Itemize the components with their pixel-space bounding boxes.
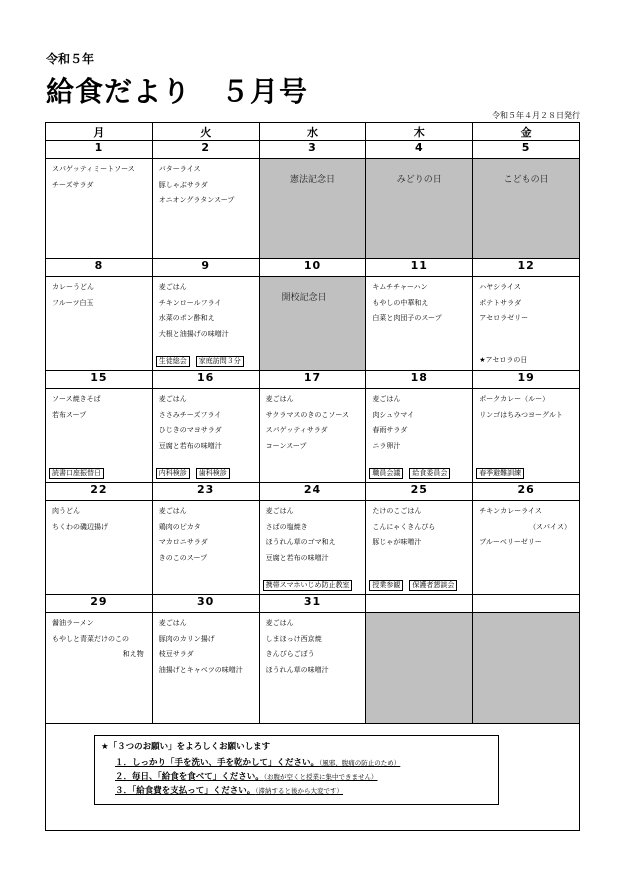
day-number: 29: [46, 595, 153, 613]
holiday-label: こどもの日: [503, 175, 549, 185]
menu-item: 麦ごはん: [372, 395, 401, 403]
menu-item: アセロラゼリー: [479, 314, 529, 322]
menu-row: [46, 501, 580, 595]
day-cell: [259, 159, 366, 259]
menu-item: 醤油ラーメン: [52, 619, 94, 627]
menu-list: [366, 501, 472, 551]
menu-item: コーンスープ: [265, 441, 307, 450]
menu-list: [46, 501, 152, 535]
day-cell: [46, 613, 153, 724]
menu-list: [153, 389, 259, 454]
menu-item: 豆腐と若布の味噌汁: [158, 441, 222, 450]
menu-item: ハヤシライス: [479, 283, 521, 291]
day-cell: [46, 501, 153, 595]
menu-item: ニラ卵汁: [372, 441, 401, 450]
menu-row: [46, 389, 580, 483]
menu-item: サクラマスのきのこソース: [265, 410, 349, 419]
menu-item: ほうれん草のゴマ和え: [265, 538, 336, 546]
date-row: [46, 483, 580, 501]
day-cell: [46, 389, 153, 483]
day-number: 24: [259, 483, 366, 501]
menu-item: 麦ごはん: [265, 619, 294, 627]
three-requests-box: [94, 735, 499, 805]
menu-item: しまほっけ西京焼: [265, 634, 322, 643]
request-text: しっかり「手を洗い、手を乾かして」ください。: [132, 758, 320, 768]
event-list: [156, 356, 250, 367]
menu-item: 豚しゃぶサラダ: [158, 180, 208, 189]
menu-item: オニオングラタンスープ: [158, 196, 235, 204]
day-cell: [366, 501, 473, 595]
day-cell: [473, 501, 580, 595]
day-cell: [152, 613, 259, 724]
event-badge: 歯科検診: [196, 468, 230, 479]
menu-item: 豚じゃが味噌汁: [372, 538, 422, 546]
weekday-tue: 火: [152, 123, 259, 141]
menu-item: 麦ごはん: [158, 395, 187, 403]
day-number: 9: [152, 259, 259, 277]
event-badge: 読書口座振替日: [49, 468, 104, 479]
day-number: 11: [366, 259, 473, 277]
menu-list: [46, 159, 152, 193]
menu-item: もやしの中華和え: [372, 298, 429, 307]
menu-item: ブルーベリーゼリー: [479, 538, 542, 546]
menu-row: [46, 613, 580, 724]
day-cell: [473, 389, 580, 483]
menu-row: [46, 277, 580, 371]
event-badge: 授業参観: [369, 580, 403, 591]
day-number: 4: [366, 141, 473, 159]
menu-item: 麦ごはん: [158, 283, 187, 291]
day-cell: [366, 277, 473, 371]
menu-list: [366, 389, 472, 454]
menu-list: [473, 389, 579, 423]
weekday-wed: 水: [259, 123, 366, 141]
menu-list: [153, 159, 259, 209]
menu-item: 枝豆サラダ: [158, 650, 194, 658]
day-cell: [473, 613, 580, 724]
event-badge: 携帯スマホいじめ防止教室: [263, 580, 353, 591]
weekday-mon: 月: [46, 123, 153, 141]
day-number: 31: [259, 595, 366, 613]
menu-item: バターライス: [158, 165, 201, 173]
lunch-calendar: [45, 122, 580, 724]
request-number: ２．: [115, 772, 133, 782]
menu-item: 麦ごはん: [158, 507, 187, 515]
date-row: [46, 141, 580, 159]
menu-item: たけのこごはん: [372, 507, 422, 515]
menu-list: [153, 277, 259, 342]
request-text: 「給食費を支払って」ください。: [132, 786, 256, 796]
menu-item: 油揚げとキャベツの味噌汁: [158, 665, 243, 674]
request-note: （滞納すると後から大変です）: [255, 787, 344, 795]
holiday-label: みどりの日: [396, 175, 442, 185]
menu-item: スパゲッティミートソース: [52, 165, 135, 173]
menu-item: 肉うどん: [52, 507, 80, 515]
requests-heading: ★「３つのお願い」をよろしくお願いします: [101, 742, 271, 752]
event-badge: 給食委員会: [409, 468, 450, 479]
menu-item: 肉シュウマイ: [372, 410, 415, 419]
menu-item: ほうれん草の味噌汁: [265, 665, 329, 674]
menu-item: ポークカレー（ルー）: [479, 395, 550, 403]
day-cell: [152, 159, 259, 259]
menu-item: こんにゃくきんぴら: [372, 522, 436, 531]
menu-list: [46, 613, 152, 663]
event-list: [156, 468, 236, 479]
menu-item: さばの塩焼き: [265, 522, 308, 531]
menu-list: [46, 389, 152, 423]
menu-item: 大根と油揚げの味噌汁: [158, 329, 229, 338]
menu-item: ポテトサラダ: [479, 298, 522, 307]
day-number: 2: [152, 141, 259, 159]
weekday-fri: 金: [473, 123, 580, 141]
menu-item: カレーうどん: [52, 283, 94, 291]
day-cell: [46, 277, 153, 371]
menu-item: 鶏肉のピカタ: [158, 522, 201, 531]
day-number: 15: [46, 371, 153, 389]
menu-item: マカロニサラダ: [158, 538, 208, 546]
day-cell: [259, 389, 366, 483]
request-text: 毎日、「給食を食べて」ください。: [132, 772, 264, 782]
menu-item: 春雨サラダ: [372, 426, 408, 434]
menu-item: ささみチーズフライ: [158, 410, 222, 419]
menu-item: 麦ごはん: [158, 619, 187, 627]
event-list: [263, 580, 359, 591]
menu-item: ソース焼きそば: [52, 395, 101, 403]
menu-list: [260, 613, 366, 678]
menu-row: [46, 159, 580, 259]
menu-item: 白菜と肉団子のスープ: [372, 314, 442, 322]
menu-item: スパゲッティサラダ: [265, 426, 328, 434]
menu-item: 水菜のポン酢和え: [158, 314, 215, 322]
request-item: [115, 784, 492, 798]
menu-list: [366, 277, 472, 327]
request-number: １．: [115, 758, 133, 768]
request-item: [115, 770, 492, 784]
menu-list: [260, 389, 366, 454]
menu-list: [153, 613, 259, 678]
day-cell: [152, 277, 259, 371]
day-cell: [152, 389, 259, 483]
day-note: ★アセロラの日: [479, 356, 528, 364]
menu-item: きのこのスープ: [158, 553, 208, 562]
request-number: ３．: [115, 786, 133, 796]
holiday-label: 憲法記念日: [289, 175, 335, 185]
day-number: 25: [366, 483, 473, 501]
event-list: [49, 468, 110, 479]
title-text: 給食だより: [46, 75, 192, 108]
day-cell: [46, 159, 153, 259]
event-badge: 職員会議: [369, 468, 403, 479]
day-number: 10: [259, 259, 366, 277]
day-number: 16: [152, 371, 259, 389]
menu-item-continued: 和え物: [122, 650, 144, 658]
menu-item: きんぴらごぼう: [265, 650, 315, 658]
menu-item: ひじきのマヨサラダ: [158, 426, 222, 434]
day-number: 12: [473, 259, 580, 277]
menu-item: ちくわの磯辺揚げ: [52, 522, 108, 531]
menu-item: 麦ごはん: [265, 507, 294, 515]
menu-item: リンゴはちみつヨーグルト: [479, 410, 563, 419]
event-list: [476, 468, 530, 479]
day-cell: [259, 613, 366, 724]
day-number: 18: [366, 371, 473, 389]
request-note: （風邪、腹痛の防止のため）: [319, 759, 401, 767]
event-badge: 内科検診: [156, 468, 190, 479]
event-list: [369, 580, 463, 591]
menu-item: 豆腐と若布の味噌汁: [265, 553, 329, 562]
page-title: [46, 70, 308, 110]
issue-number: ５月号: [221, 75, 309, 108]
request-note: （お腹が空くと授業に集中できません）: [263, 773, 378, 781]
day-number: 26: [473, 483, 580, 501]
holiday-label: 開校記念日: [281, 293, 327, 303]
day-number: 8: [46, 259, 153, 277]
day-number: 5: [473, 141, 580, 159]
issue-date: 令和５年４月２８日発行: [492, 111, 580, 120]
day-cell: [259, 501, 366, 595]
day-number: 23: [152, 483, 259, 501]
weekday-thu: 木: [366, 123, 473, 141]
menu-item: チキンカレーライス: [479, 507, 542, 515]
day-number: [366, 595, 473, 613]
weekday-header-row: [46, 123, 580, 141]
day-number: 3: [259, 141, 366, 159]
day-number: 17: [259, 371, 366, 389]
footer-area: [45, 720, 580, 831]
day-cell: [366, 389, 473, 483]
menu-item: キムチチャーハン: [372, 283, 428, 291]
event-badge: 家庭訪問３分: [196, 356, 244, 367]
menu-item: チーズサラダ: [52, 180, 94, 189]
day-cell: [473, 159, 580, 259]
menu-item: チキンロールフライ: [158, 298, 222, 307]
era-label: 令和５年: [46, 52, 95, 66]
day-number: 30: [152, 595, 259, 613]
event-badge: 保護者懇談会: [409, 580, 457, 591]
menu-list: [473, 501, 579, 551]
menu-item: もやしと青菜だけのこの: [52, 634, 129, 643]
menu-item: 豚肉のカリン揚げ: [158, 634, 215, 643]
menu-list: [46, 277, 152, 311]
event-badge: 春季避難訓練: [476, 468, 524, 479]
day-cell: [152, 501, 259, 595]
menu-item: 麦ごはん: [265, 395, 294, 403]
event-list: [369, 468, 456, 479]
menu-item-continued: （スパイス）: [529, 522, 571, 531]
day-number: [473, 595, 580, 613]
menu-list: [260, 501, 366, 566]
day-number: 1: [46, 141, 153, 159]
menu-list: [153, 501, 259, 566]
day-number: 22: [46, 483, 153, 501]
request-item: [115, 756, 492, 770]
menu-list: [473, 277, 579, 327]
day-cell: [259, 277, 366, 371]
date-row: [46, 259, 580, 277]
day-number: 19: [473, 371, 580, 389]
menu-item: 若布スープ: [52, 410, 87, 419]
day-cell: [366, 159, 473, 259]
event-badge: 生徒総会: [156, 356, 190, 367]
date-row: [46, 371, 580, 389]
date-row: [46, 595, 580, 613]
day-cell: [473, 277, 580, 371]
day-cell: [366, 613, 473, 724]
menu-item: フルーツ白玉: [52, 298, 94, 307]
